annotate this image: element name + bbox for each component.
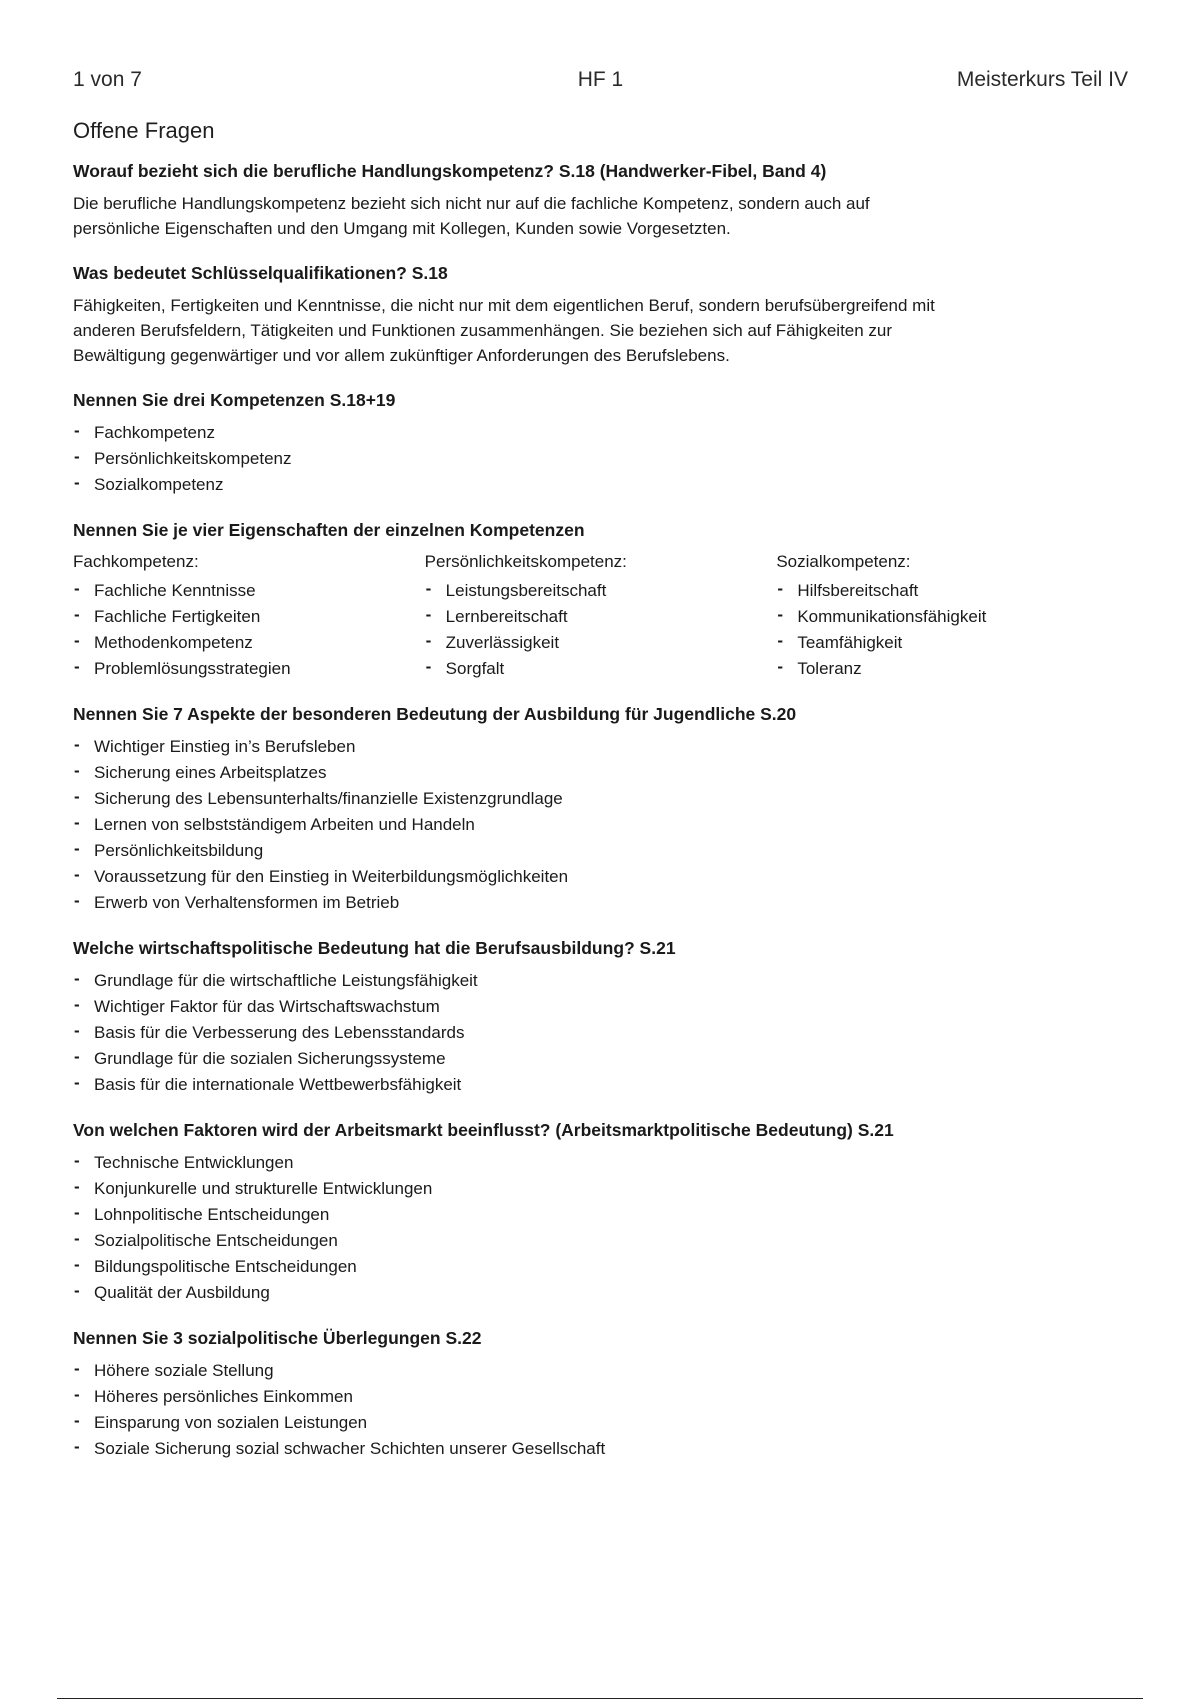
question-block-ausbildung-jugendliche	[73, 703, 1128, 916]
column-heading: Fachkompetenz:	[73, 552, 199, 571]
document-page	[73, 68, 1128, 1483]
list-item: - Höheres persönliches Einkommen	[73, 1384, 1128, 1410]
list-item: - Technische Entwicklungen	[73, 1150, 1128, 1176]
list-item: - Soziale Sicherung sozial schwacher Schichten unserer Gesellschaft	[73, 1436, 1128, 1462]
answer-list	[425, 578, 777, 682]
question-heading: Nennen Sie drei Kompetenzen S.18+19	[73, 390, 396, 410]
question-heading: Was bedeutet Schlüsselqualifikationen? S.18	[73, 263, 448, 283]
list-item: - Sozialkompetenz	[73, 472, 1128, 498]
list-item: - Wichtiger Faktor für das Wirtschaftswachstum	[73, 994, 1128, 1020]
list-item: - Fachkompetenz	[73, 420, 1128, 446]
list-item: - Leistungsbereitschaft	[425, 578, 777, 604]
column-heading: Persönlichkeitskompetenz:	[424, 552, 627, 571]
answer-line: Die berufliche Handlungskompetenz bezieht sich nicht nur auf die fachliche Kompetenz, sondern auch auf	[73, 194, 870, 213]
list-item: - Lernen von selbstständigem Arbeiten und Handeln	[73, 812, 1128, 838]
list-item: - Methodenkompetenz	[73, 630, 425, 656]
list-item: - Zuverlässigkeit	[425, 630, 777, 656]
answer-list	[73, 968, 1128, 1098]
answer-list	[73, 578, 425, 682]
question-heading: Nennen Sie 7 Aspekte der besonderen Bedeutung der Ausbildung für Jugendliche S.20	[73, 704, 797, 724]
list-item: - Sozialpolitische Entscheidungen	[73, 1228, 1128, 1254]
answer-line: anderen Berufsfeldern, Tätigkeiten und Funktionen zusammenhängen. Sie beziehen sich auf Fähigkeiten zur	[73, 321, 893, 340]
column-heading: Sozialkompetenz:	[776, 552, 911, 571]
list-item: - Toleranz	[776, 656, 1128, 682]
section-code: HF 1	[577, 68, 624, 91]
list-item: - Höhere soziale Stellung	[73, 1358, 1128, 1384]
list-item: - Sorgfalt	[425, 656, 777, 682]
list-item: - Basis für die Verbesserung des Lebensstandards	[73, 1020, 1128, 1046]
list-item: - Erwerb von Verhaltensformen im Betrieb	[73, 890, 1128, 916]
list-item: - Hilfsbereitschaft	[776, 578, 1128, 604]
list-item: - Bildungspolitische Entscheidungen	[73, 1254, 1128, 1280]
list-item: - Sicherung eines Arbeitsplatzes	[73, 760, 1128, 786]
list-item: - Grundlage für die sozialen Sicherungssysteme	[73, 1046, 1128, 1072]
list-item: - Konjunkurelle und strukturelle Entwicklungen	[73, 1176, 1128, 1202]
answer-line: Fähigkeiten, Fertigkeiten und Kenntnisse, die nicht nur mit dem eigentlichen Beruf, sondern berufsübergreifend mit	[73, 296, 935, 315]
column-fachkompetenz	[73, 550, 425, 682]
list-item: - Persönlichkeitskompetenz	[73, 446, 1128, 472]
column-sozialkompetenz	[776, 550, 1128, 682]
answer-list	[73, 420, 1128, 498]
list-item: - Problemlösungsstrategien	[73, 656, 425, 682]
column-persoenlichkeitskompetenz	[425, 550, 777, 682]
competence-columns	[73, 550, 1128, 682]
list-item: - Fachliche Fertigkeiten	[73, 604, 425, 630]
page-number: 1 von 7	[73, 68, 142, 91]
answer-line: Bewältigung gegenwärtiger und vor allem zukünftiger Anforderungen des Berufslebens.	[73, 346, 730, 365]
answer-line: persönliche Eigenschaften und den Umgang mit Kollegen, Kunden sowie Vorgesetzten.	[73, 219, 731, 238]
list-item: - Qualität der Ausbildung	[73, 1280, 1128, 1306]
list-item: - Sicherung des Lebensunterhalts/finanzielle Existenzgrundlage	[73, 786, 1128, 812]
answer-list	[776, 578, 1128, 682]
footer-divider	[57, 1698, 1143, 1699]
question-block-drei-kompetenzen	[73, 389, 1128, 498]
question-block-arbeitsmarkt	[73, 1119, 1128, 1306]
page-header	[73, 68, 1128, 98]
list-item: - Basis für die internationale Wettbewerbsfähigkeit	[73, 1072, 1128, 1098]
list-item: - Persönlichkeitsbildung	[73, 838, 1128, 864]
list-item: - Fachliche Kenntnisse	[73, 578, 425, 604]
list-item: - Grundlage für die wirtschaftliche Leistungsfähigkeit	[73, 968, 1128, 994]
course-name: Meisterkurs Teil IV	[956, 68, 1128, 91]
question-block-schluesselqualifikationen	[73, 262, 1128, 368]
answer-paragraph	[73, 293, 1128, 368]
list-item: - Lernbereitschaft	[425, 604, 777, 630]
list-item: - Wichtiger Einstieg in’s Berufsleben	[73, 734, 1128, 760]
answer-list	[73, 1358, 1128, 1462]
list-item: - Teamfähigkeit	[776, 630, 1128, 656]
question-block-wirtschaftspolitisch	[73, 937, 1128, 1098]
question-block-sozialpolitisch	[73, 1327, 1128, 1462]
question-heading: Worauf bezieht sich die berufliche Handlungskompetenz? S.18 (Handwerker-Fibel, Band 4)	[73, 161, 827, 181]
list-item: - Einsparung von sozialen Leistungen	[73, 1410, 1128, 1436]
list-item: - Lohnpolitische Entscheidungen	[73, 1202, 1128, 1228]
answer-paragraph	[73, 191, 1128, 241]
question-block-eigenschaften	[73, 519, 1128, 682]
question-heading: Nennen Sie 3 sozialpolitische Überlegungen S.22	[73, 1328, 482, 1348]
list-item: - Voraussetzung für den Einstieg in Weiterbildungsmöglichkeiten	[73, 864, 1128, 890]
question-heading: Welche wirtschaftspolitische Bedeutung hat die Berufsausbildung? S.21	[73, 938, 676, 958]
question-heading: Nennen Sie je vier Eigenschaften der einzelnen Kompetenzen	[73, 520, 585, 540]
answer-list	[73, 734, 1128, 916]
answer-list	[73, 1150, 1128, 1306]
question-block-handlungskompetenz	[73, 160, 1128, 241]
page-title: Offene Fragen	[73, 118, 215, 143]
question-heading: Von welchen Faktoren wird der Arbeitsmarkt beeinflusst? (Arbeitsmarktpolitische Bedeutung) S.21	[73, 1120, 894, 1140]
list-item: - Kommunikationsfähigkeit	[776, 604, 1128, 630]
